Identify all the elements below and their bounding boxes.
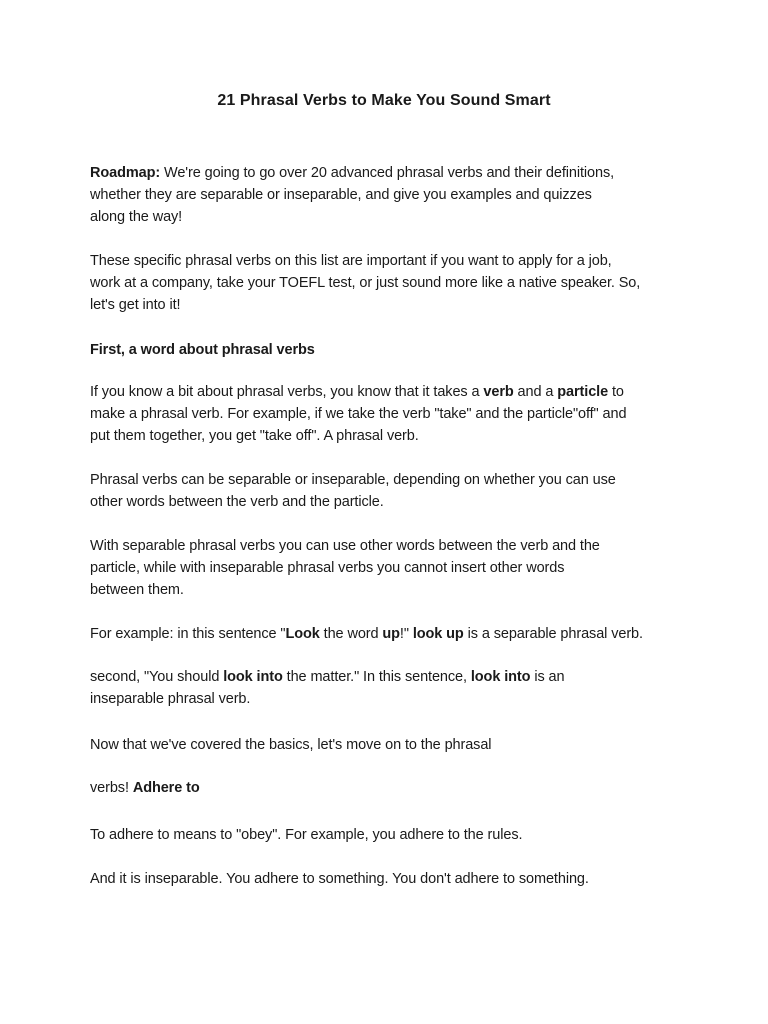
now-that-paragraph (90, 734, 690, 756)
with-sep-line-2: particle, while with inseparable phrasal verbs you cannot insert other words (90, 560, 565, 576)
specific-line-3: let's get into it! (90, 297, 181, 313)
second-text-c: is an (530, 669, 565, 685)
and-it-paragraph (90, 868, 690, 890)
and-it-text: And it is inseparable. You adhere to something. You don't adhere to something. (90, 871, 589, 887)
for-example-text-d: is a separable phrasal verb. (463, 626, 643, 642)
know-bit-line-2: make a phrasal verb. For example, if we take the verb "take" and the particle"off" and (90, 406, 627, 422)
roadmap-text-line-3: along the way! (90, 209, 183, 225)
with-sep-line-1: With separable phrasal verbs you can use other words between the verb and the (90, 538, 600, 554)
specific-verbs-paragraph (90, 250, 690, 316)
know-bit-text-a: If you know a bit about phrasal verbs, you know that it takes a (90, 384, 484, 400)
with-separable-paragraph (90, 535, 690, 601)
section-heading (90, 339, 690, 361)
document-title: 21 Phrasal Verbs to Make You Sound Smart (217, 92, 551, 109)
know-bit-paragraph (90, 381, 690, 447)
look-into-term-2: look into (470, 669, 531, 685)
adhere-to-heading: Adhere to (132, 780, 200, 796)
verbs-heading-line (90, 777, 690, 799)
separable-inseparable-paragraph (90, 469, 690, 513)
sep-insep-line-2: other words between the verb and the particle. (90, 494, 384, 510)
verbs-text: verbs! (90, 780, 133, 796)
verb-term: verb (483, 384, 514, 400)
second-example-paragraph (90, 666, 690, 710)
roadmap-label: Roadmap: (90, 165, 161, 181)
now-that-text: Now that we've covered the basics, let's move on to the phrasal (90, 737, 492, 753)
look-into-term-1: look into (223, 669, 283, 685)
second-text-b: the matter." In this sentence, (282, 669, 471, 685)
roadmap-text-line-2: whether they are separable or inseparable, and give you examples and quizzes (90, 187, 592, 203)
sep-insep-line-1: Phrasal verbs can be separable or inseparable, depending on whether you can use (90, 472, 616, 488)
for-example-text-c: !" (399, 626, 413, 642)
know-bit-line-3: put them together, you get "take off". A phrasal verb. (90, 428, 419, 444)
look-up-term: look up (412, 626, 464, 642)
look-term: Look (285, 626, 320, 642)
know-bit-text-b: and a (513, 384, 558, 400)
to-adhere-text: To adhere to means to "obey". For example, you adhere to the rules. (90, 827, 523, 843)
specific-line-2: work at a company, take your TOEFL test, or just sound more like a native speaker. So, (90, 275, 641, 291)
know-bit-text-c: to (608, 384, 624, 400)
specific-line-1: These specific phrasal verbs on this list are important if you want to apply for a job, (90, 253, 612, 269)
roadmap-paragraph (90, 162, 690, 228)
second-text-a: second, "You should (90, 669, 224, 685)
second-line-2: inseparable phrasal verb. (90, 691, 251, 707)
up-term: up (382, 626, 400, 642)
particle-term: particle (557, 384, 609, 400)
first-word-heading: First, a word about phrasal verbs (90, 342, 315, 358)
for-example-paragraph (90, 623, 690, 645)
for-example-text-a: For example: in this sentence " (90, 626, 286, 642)
with-sep-line-3: between them. (90, 582, 184, 598)
to-adhere-paragraph (90, 824, 690, 846)
for-example-text-b: the word (319, 626, 383, 642)
roadmap-text-line-1: We're going to go over 20 advanced phrasal verbs and their definitions, (160, 165, 615, 181)
